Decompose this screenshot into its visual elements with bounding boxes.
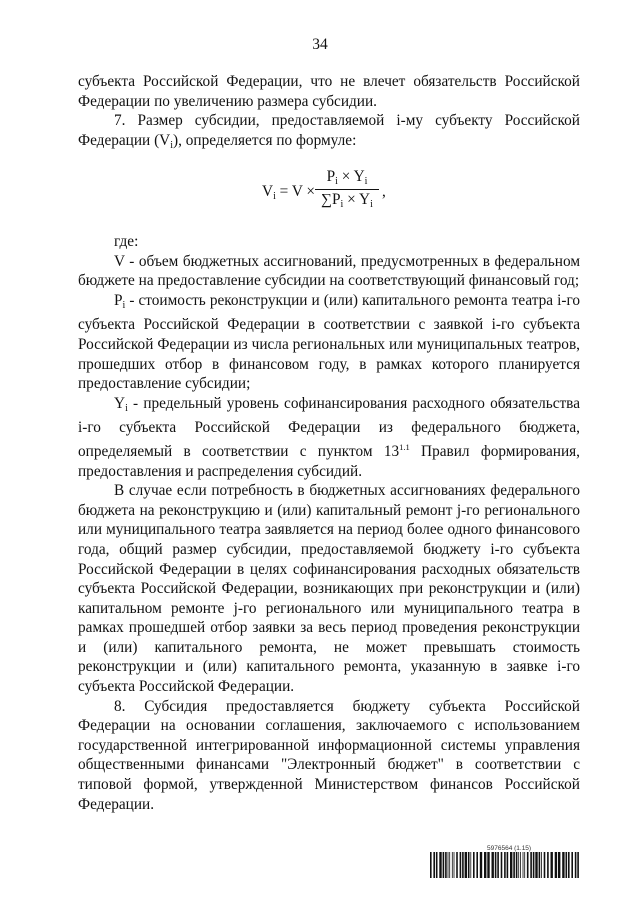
- barcode-stripe: [433, 852, 435, 878]
- text-block-top: [78, 72, 580, 155]
- den-p-sub: i: [340, 199, 344, 210]
- num-p: P: [326, 168, 336, 185]
- barcode-stripe: [484, 852, 486, 878]
- def-y-var: Y: [114, 394, 126, 412]
- den-sum-p: ∑P: [321, 191, 341, 208]
- barcode-stripe: [460, 852, 462, 878]
- barcode-stripe: [448, 852, 449, 878]
- den-y-sub: i: [370, 199, 373, 210]
- formula-fraction: [315, 168, 379, 210]
- num-x-y: × Y: [337, 168, 365, 185]
- barcode-stripe: [520, 852, 521, 878]
- barcode-stripe: [541, 852, 542, 878]
- barcode-stripe: [454, 852, 455, 878]
- barcode-stripe: [507, 852, 509, 878]
- num-p-sub: i: [335, 176, 338, 187]
- p7-text-start: 7. Размер субсидии, предоставляемой i-му субъекту Российской Федерации (V: [78, 112, 580, 149]
- definition-y: [78, 394, 580, 481]
- barcode-stripe: [539, 852, 541, 878]
- barcode-stripe: [577, 852, 579, 878]
- formula-comma: ,: [382, 183, 386, 200]
- barcode-stripe: [504, 852, 506, 878]
- barcode-stripe: [562, 852, 564, 878]
- barcode-stripe: [495, 852, 497, 878]
- barcode-stripe: [456, 852, 458, 878]
- page-number: 34: [312, 36, 328, 53]
- barcode-stripe: [436, 852, 438, 878]
- definition-p: [78, 291, 580, 394]
- def-y-text: - предельный уровень софинансирования расходного обязательства i-го субъекта Российской Федерации из федерального бюджета, определяемый в соответствии с пунктом 13: [78, 394, 580, 460]
- definition-v: V - объем бюджетных ассигнований, предусмотренных в федеральном бюджете на предоставление субсидии на соответствующий финансовый год;: [78, 252, 580, 290]
- barcode-stripe: [513, 852, 515, 878]
- barcode-stripe: [544, 852, 546, 878]
- barcode-icon: [430, 852, 582, 878]
- barcode-stripe: [449, 852, 450, 878]
- barcode-stripe: [452, 852, 453, 878]
- num-y-sub: i: [364, 176, 368, 187]
- barcode-stripe: [535, 852, 537, 878]
- barcode-stripe: [527, 852, 529, 878]
- barcode-stripe: [430, 852, 432, 878]
- barcode-stripe: [575, 852, 577, 878]
- barcode-stripe: [568, 852, 570, 878]
- text-block-main: [78, 232, 580, 814]
- barcode-stripe: [510, 852, 512, 878]
- barcode-stripe: [533, 852, 535, 878]
- barcode-stripe: [518, 852, 519, 878]
- def-p-sub: i: [122, 299, 126, 311]
- barcode-stripe: [501, 852, 503, 878]
- barcode-stripe: [547, 852, 549, 878]
- formula-denominator: [315, 191, 379, 210]
- subsidy-formula: [262, 168, 412, 222]
- def-p-text: - стоимость реконструкции и (или) капитального ремонта театра i-го субъекта Российской Федерации в соответствии с заявкой i-го субъекта Российской Федерации из числа региональных или муниципальных театров, прошедших отбор в финансовом году, в рамках которого планируется предоставление субсидии;: [78, 291, 580, 393]
- barcode-stripe: [480, 852, 482, 878]
- barcode-stripe: [445, 852, 447, 878]
- paragraph-7: [78, 111, 580, 155]
- formula-lhs-sub: i: [273, 191, 276, 202]
- barcode-stripe: [473, 852, 475, 878]
- barcode-stripe: [462, 852, 464, 878]
- barcode-stripe: [497, 852, 499, 878]
- barcode-stripe: [566, 852, 568, 878]
- barcode-stripe: [468, 852, 470, 878]
- def-p-var: P: [114, 291, 123, 309]
- paragraph-8: 8. Субсидия предоставляется бюджету субъекта Российской Федерации на основании соглашения, заключаемого с использованием государственной интегрированной информационной системы управления общественными финансами "Электронный бюджет" в соответствии с типовой формой, утвержденной Министерством финансов Российской Федерации.: [78, 697, 580, 813]
- barcode-stripe: [530, 852, 532, 878]
- def-y-sup: 1.1: [399, 441, 410, 452]
- barcode-stripe: [439, 852, 441, 878]
- p7-subscript: i: [170, 139, 173, 151]
- barcode-stripe: [476, 852, 478, 878]
- formula-numerator: [315, 168, 379, 187]
- barcode-stripe: [465, 852, 467, 878]
- def-y-sub: i: [125, 402, 128, 414]
- fraction-bar: [315, 189, 379, 190]
- barcode-stripe: [492, 852, 494, 878]
- document-stamp: 5976564 (1.15): [487, 845, 532, 852]
- barcode-stripe: [571, 852, 573, 878]
- formula-lhs: [262, 183, 315, 202]
- formula-eq: = V ×: [275, 183, 316, 200]
- barcode-stripe: [555, 852, 557, 878]
- paragraph-continuation: субъекта Российской Федерации, что не влечет обязательств Российской Федерации по увеличению размера субсидии.: [78, 73, 580, 110]
- barcode-stripe: [558, 852, 560, 878]
- where-label: где:: [114, 233, 139, 250]
- barcode-stripe: [487, 852, 489, 878]
- barcode-stripe: [516, 852, 518, 878]
- paragraph-multi-year: В случае если потребность в бюджетных ассигнованиях федерального бюджета на реконструкцию и (или) капитальный ремонт j-го регионального или муниципального театра заявляется на период более одного финансового года, общий размер субсидии, предоставляемой бюджету i-го субъекта Российской Федерации в целях софинансирования расходных обязательств субъекта Российской Федерации, возникающих при реконструкции и (или) капитальном ремонте j-го регионального или муниципального театра в рамках прошедшей отбор заявки за весь период проведения реконструкции и (или) капитального ремонта, не может превышать стоимость реконструкции и (или) капитального ремонта, указанную в заявке i-го субъекта Российской Федерации.: [78, 482, 580, 696]
- formula-lhs-var: V: [262, 183, 274, 200]
- barcode-stripe: [523, 852, 524, 878]
- den-x-y: × Y: [343, 191, 371, 208]
- p7-text-end: ), определяется по формуле:: [173, 131, 357, 149]
- def-y-end: Правил формирования, предоставления и распределения субсидий.: [78, 442, 581, 480]
- barcode-stripe: [470, 852, 471, 878]
- barcode-stripe: [551, 852, 553, 878]
- barcode-stripe: [524, 852, 525, 878]
- barcode-stripe: [443, 852, 445, 878]
